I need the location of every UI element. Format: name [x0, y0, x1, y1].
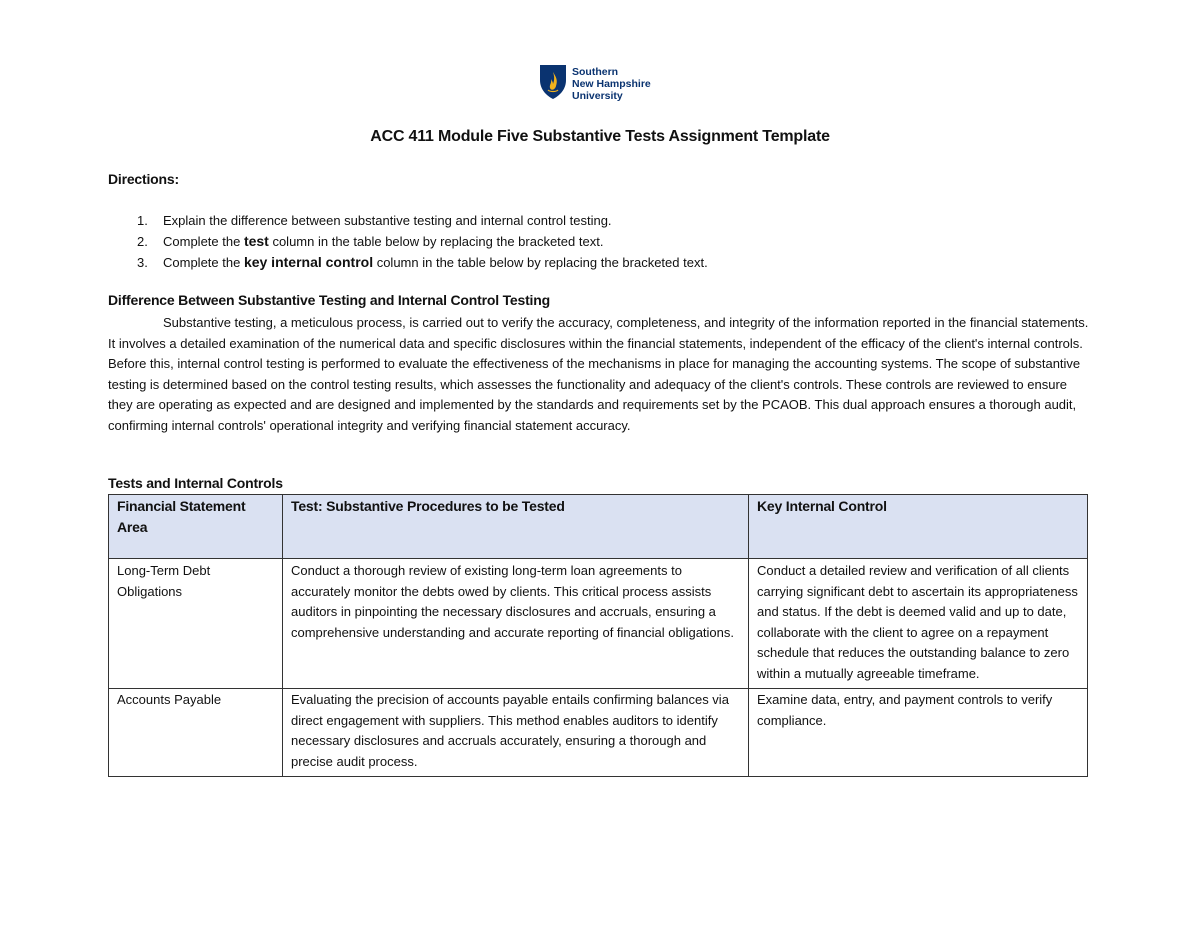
direction-item: [137, 231, 1088, 252]
shield-flame-icon: [539, 64, 567, 100]
tests-controls-table: [108, 494, 1088, 777]
direction-text: Explain the difference between substantive testing and internal control testing.: [163, 213, 612, 228]
cell-control: Examine data, entry, and payment controls to verify compliance.: [749, 689, 1088, 777]
direction-item: [137, 210, 1088, 231]
cell-area: Accounts Payable: [109, 689, 283, 777]
logo-line-2: New Hampshire: [572, 78, 651, 90]
logo-line-1: Southern: [572, 66, 619, 78]
document-title: ACC 411 Module Five Substantive Tests Assignment Template: [370, 128, 830, 145]
difference-heading: Difference Between Substantive Testing and Internal Control Testing: [108, 292, 550, 308]
direction-number: 1.: [137, 213, 148, 228]
difference-essay: [108, 313, 1093, 436]
cell-test: Conduct a thorough review of existing long-term loan agreements to accurately monitor the debts owed by clients. This critical process assists auditors in pinpointing the necessary disclosures and accruals, ensuring a comprehensive understanding and accurate reporting of financial obligations.: [283, 559, 749, 689]
university-logo: [539, 64, 651, 102]
table-row: [109, 559, 1088, 689]
direction-bold-term: test: [243, 233, 269, 249]
cell-area: Long-Term Debt Obligations: [109, 559, 283, 689]
direction-text: Complete the: [163, 255, 244, 270]
direction-text: Complete the: [163, 234, 244, 249]
cell-control: Conduct a detailed review and verification of all clients carrying significant debt to ascertain its appropriateness and status. If the debt is deemed valid and up to date, collaborate with the client to agree on a repayment schedule that reduces the outstanding balance to zero within a mutually agreeable timeframe.: [749, 559, 1088, 689]
column-header-area: Financial Statement Area: [109, 495, 283, 559]
tests-heading: Tests and Internal Controls: [108, 475, 283, 491]
logo-line-3: University: [572, 90, 623, 102]
direction-bold-term: key internal control: [243, 254, 374, 270]
table-row: [109, 689, 1088, 777]
direction-text: column in the table below by replacing the bracketed text.: [373, 255, 708, 270]
directions-heading: Directions:: [108, 171, 179, 187]
direction-number: 2.: [137, 234, 148, 249]
direction-text: column in the table below by replacing the bracketed text.: [268, 234, 604, 249]
cell-test: Evaluating the precision of accounts payable entails confirming balances via direct engagement with suppliers. This method enables auditors to identify necessary disclosures and accruals accurately, ensuring a thorough and precise audit process.: [283, 689, 749, 777]
essay-paragraph: Substantive testing, a meticulous process, is carried out to verify the accuracy, completeness, and integrity of the information reported in the financial statements. It involves a detailed examination of the numerical data and specific disclosures within the financial statements, independent of the efficacy of the client's internal controls. Before this, internal control testing is performed to evaluate the effectiveness of the mechanisms in place for managing the accounting systems. The scope of substantive testing is determined based on the control testing results, which assesses the functionality and adequacy of the client's controls. These controls are reviewed to ensure they are operating as expected and are designed and implemented by the standards and requirements set by the PCAOB. This dual approach ensures a thorough audit, confirming internal controls' operational integrity and verifying financial statement accuracy.: [108, 315, 1089, 433]
direction-number: 3.: [137, 255, 148, 270]
table-header-row: [109, 495, 1088, 559]
column-header-test: Test: Substantive Procedures to be Tested: [283, 495, 749, 559]
directions-list: [108, 210, 1088, 273]
column-header-control: Key Internal Control: [749, 495, 1088, 559]
direction-item: [137, 252, 1088, 273]
